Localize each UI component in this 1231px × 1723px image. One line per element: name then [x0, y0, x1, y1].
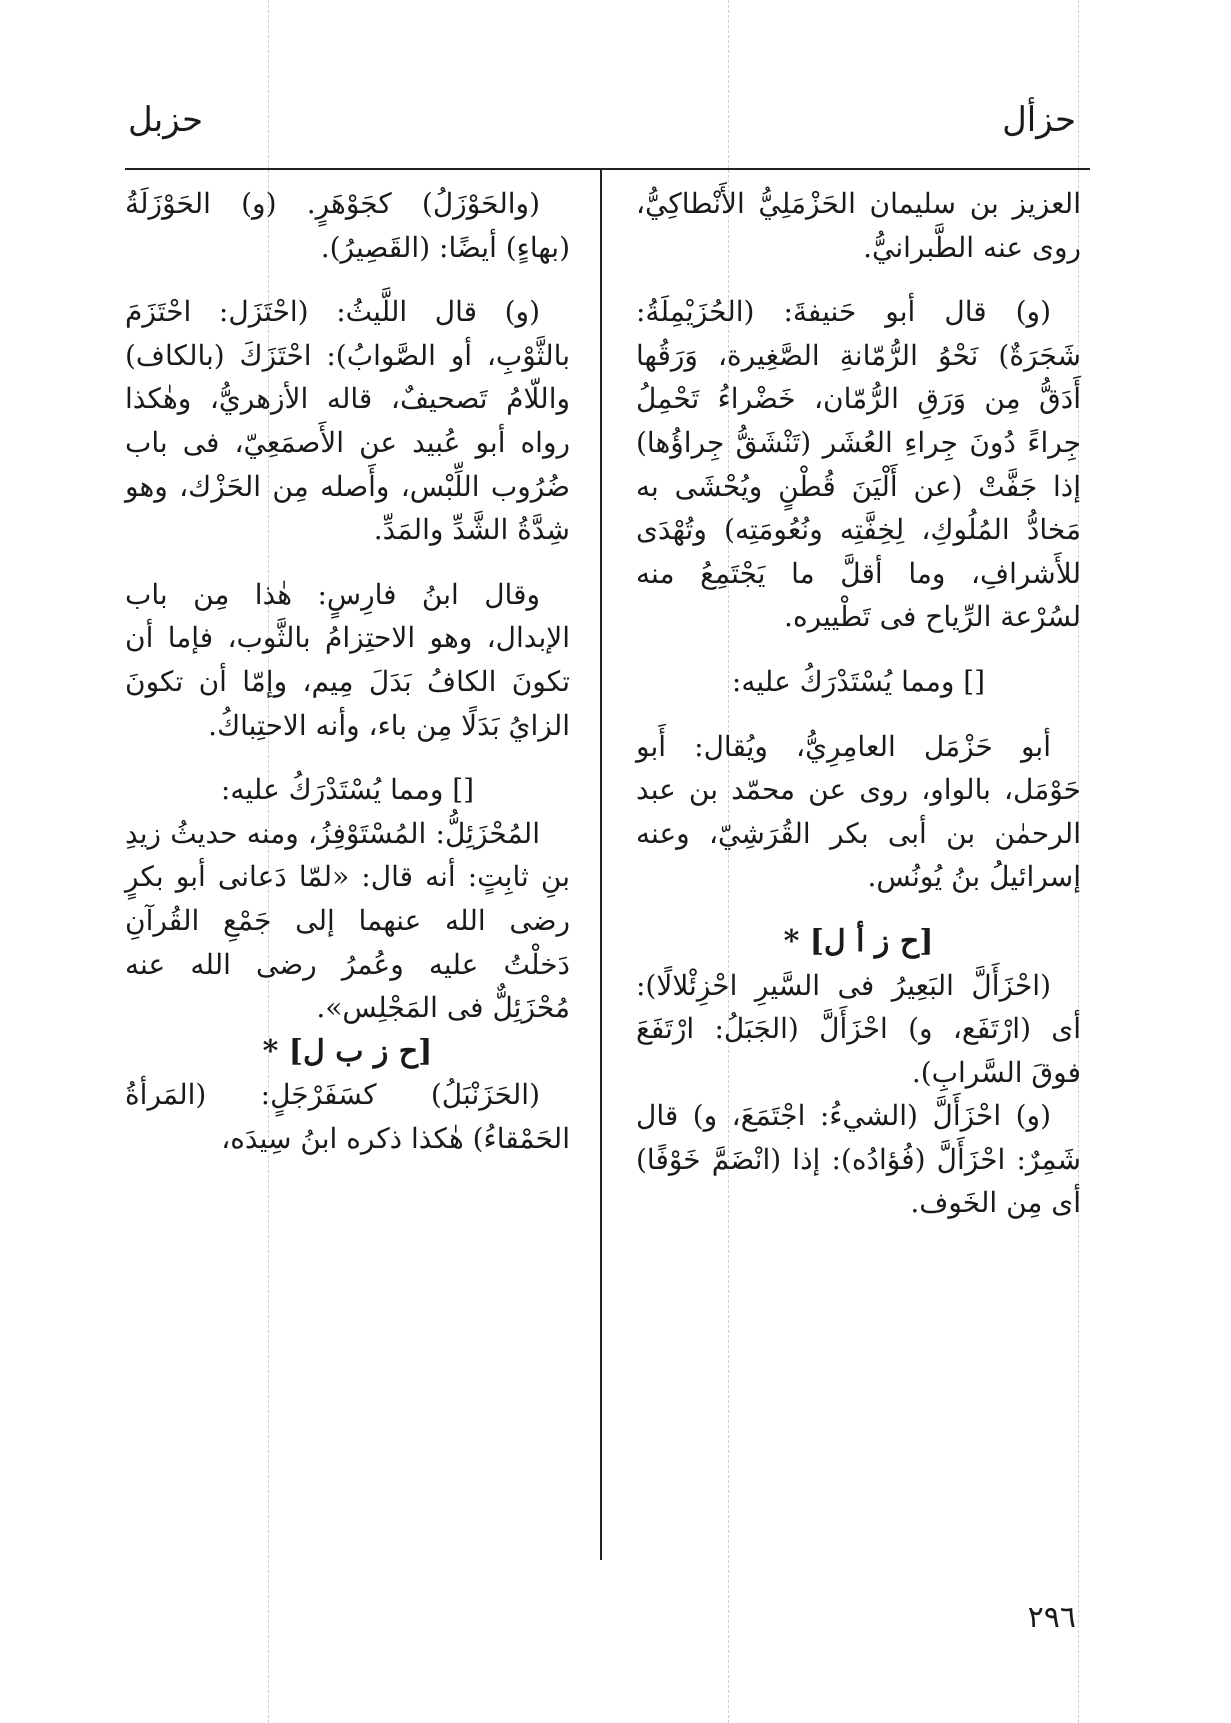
page-number: ٢٩٦ — [1027, 1600, 1076, 1635]
column-divider — [600, 170, 602, 1560]
running-header-right: حزأل — [1002, 100, 1076, 140]
paragraph: وقال ابنُ فارِسٍ: هٰذا مِن باب الإبدال، وهو الاحتِزامُ بالثَّوب، فإما أن تكونَ الكافُ بَدَلَ مِيم، وإمّا أن تكونَ الزايُ بَدَلًا مِن باء، وأنه الاحتِباكُ. — [125, 577, 570, 742]
header-rule — [125, 168, 1090, 170]
paragraph: (الحَزَنْبَلُ) كسَفَرْجَلٍ: (المَرأةُ الحَمْقاءُ) هٰكذا ذكره ابنُ سِيدَه، — [125, 1078, 570, 1155]
paragraph: العزيز بن سليمان الحَزْمَلِيُّ الأَنْطاكِيُّ، روى عنه الطَّبرانيُّ. — [636, 187, 1081, 264]
paragraph: (و) قال أبو حَنيفةَ: (الحُزَيْمِلَةُ: شَجَرَةٌ) نَحْوُ الرُّمّانةِ الصَّغِيرة، وَرَقُها أَدَقُّ مِن وَرَقِ الرُّمّان، خَضْراءُ تَحْمِلُ جِراءً دُونَ جِراءِ العُشَر (تَنْشَقُّ جِراؤُها) إذا جَفَّتْ (عن أَلْيَنَ قُطْنٍ ويُحْشَى به مَخادُّ المُلُوكِ، لِخِفَّتِه ونُعُومَتِه) وتُهْدَى للأَشرافِ، وما أقلَّ ما يَجْتَمِعُ منه لسُرْعة الرِّياح فى تَطْييره. — [636, 295, 1081, 634]
paragraph: (والحَوْزَلُ) كجَوْهَرٍ. (و) الحَوْزَلَةُ (بهاءٍ) أيضًا: (القَصِيرُ). — [125, 187, 570, 264]
addendum-heading: [] ومما يُسْتَدْرَكُ عليه: — [220, 773, 475, 807]
paragraph: المُحْزَئِلُّ: المُسْتَوْفِزُ، ومنه حديثُ زيدِ بنِ ثابِتٍ: أنه قال: «لمّا دَعانى أبو بكرٍ رضى الله عنهما إلى جَمْعِ القُرآنِ دَخلْتُ عليه وعُمرُ رضى الله عنه مُحْزَئِلٌّ فى المَجْلِس». — [125, 816, 570, 1025]
addendum-heading: [] ومما يُسْتَدْرَكُ عليه: — [731, 664, 986, 698]
entry-heading: [ح ز ب ل] * — [262, 1033, 433, 1069]
paragraph: (احْزَأَلَّ البَعِيرُ فى السَّيرِ احْزِئْلالًا): أى (ارْتَفَع، و) احْزَأَلَّ (الجَبَلُ: ارْتَفَعَ فوقَ السَّرابِ). — [636, 968, 1081, 1089]
paragraph: أبو حَزْمَل العامِرِيُّ، ويُقال: أَبو حَوْمَل، بالواو، روى عن محمّد بن عبد الرحمٰن بن أبى بكر القُرَشِيّ، وعنه إسرائيلُ بنُ يُونُس. — [636, 729, 1081, 894]
paragraph: (و) احْزَأَلَّ (الشيءُ: اجْتَمَعَ، و) قال شَمِرٌ: احْزَأَلَّ (فُؤادُه): إذا (انْضَمَّ خَوْفًا) أى مِن الخَوف. — [636, 1099, 1081, 1220]
right-column — [636, 182, 1081, 1225]
paragraph: (و) قال اللَّيثُ: (احْتَزَل: احْتَزَمَ بالثَّوْبِ، أو الصَّوابُ): احْتَزَكَ (بالكاف) واللّامُ تَصحيفٌ، قاله الأزهريُّ، وهٰكذا رواه أبو عُبيد عن الأَصمَعِيّ، فى باب ضُرُوب اللِّبْس، وأَصله مِن الحَزْك، وهو شِدَّةُ الشَّدِّ والمَدِّ. — [125, 295, 570, 547]
left-column — [125, 182, 570, 1160]
running-header-left: حزبل — [128, 100, 203, 140]
entry-heading: [ح ز أ ل] * — [783, 923, 934, 959]
